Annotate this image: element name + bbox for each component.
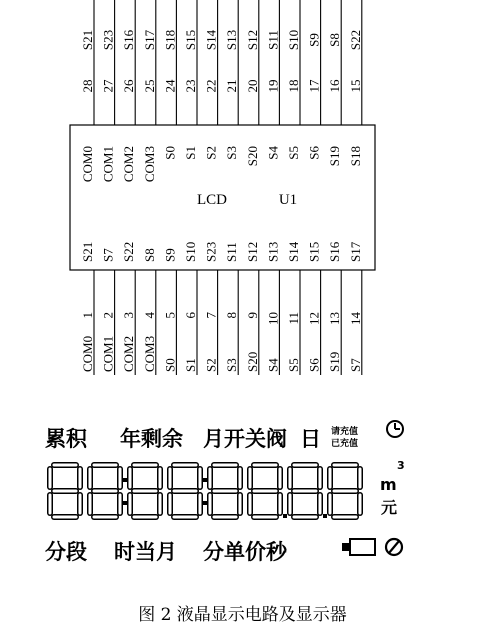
- top-signal-label: S17: [141, 29, 157, 51]
- bottom-inner-label: S8: [141, 248, 157, 262]
- label-accumulated: 累积: [45, 427, 87, 451]
- top-inner-label: COM0: [80, 146, 95, 183]
- label-recharged: 已充值: [331, 439, 359, 449]
- bottom-signal-label: S3: [224, 358, 240, 372]
- bottom-inner-label: S10: [183, 241, 198, 262]
- top-pin-number: 17: [306, 79, 322, 93]
- top-pin-number: 25: [141, 79, 157, 93]
- digit-eight: [130, 465, 160, 517]
- top-signal-label: S15: [183, 29, 198, 51]
- label-year-remaining: 年剩余: [120, 427, 183, 451]
- bottom-inner-label: S22: [121, 241, 137, 262]
- bottom-inner-label: S13: [265, 241, 281, 262]
- top-signal-label: S10: [286, 29, 301, 51]
- bottom-pin-number: 7: [203, 312, 219, 319]
- top-signal-label: S21: [80, 29, 95, 51]
- bottom-inner-label: S7: [100, 248, 116, 262]
- digit-eight: [210, 465, 240, 517]
- label-segment: 分段: [45, 540, 87, 564]
- digit-colon-dot: [203, 478, 207, 482]
- digit-eight: [290, 465, 320, 517]
- top-pin-number: 20: [244, 79, 260, 93]
- top-signal-label: S11: [265, 30, 281, 50]
- top-inner-label: S3: [224, 146, 240, 160]
- bottom-pin-number: 6: [183, 312, 198, 319]
- top-pin-number: 21: [224, 79, 240, 93]
- bottom-inner-label: S21: [80, 241, 95, 262]
- top-pin-number: 27: [100, 79, 116, 93]
- top-signal-label: S22: [347, 29, 363, 51]
- bottom-inner-label: S14: [286, 241, 301, 262]
- top-inner-label: S18: [347, 146, 363, 167]
- seven-segment-digits: [50, 465, 360, 518]
- battery-icon: [342, 539, 375, 555]
- unit-volume-exponent: 3: [397, 459, 405, 472]
- label-time-month: 时当月: [114, 540, 177, 564]
- bottom-pin-number: 12: [306, 312, 322, 325]
- digit-eight: [250, 465, 280, 517]
- bottom-inner-label: S12: [244, 241, 260, 262]
- chip-name: LCD: [197, 192, 227, 208]
- digit-colon-dot: [203, 501, 207, 505]
- top-pin-number: 15: [347, 79, 363, 93]
- top-inner-label: S6: [306, 146, 322, 160]
- top-pin-group: [80, 0, 363, 182]
- top-pin-number: 18: [286, 79, 301, 93]
- top-pin-number: 28: [80, 79, 95, 93]
- digit-colon-dot: [123, 478, 127, 482]
- label-please-recharge: 请充值: [331, 427, 359, 437]
- top-pin-number: 16: [327, 79, 343, 93]
- digit-eight: [170, 465, 200, 517]
- top-signal-label: S14: [203, 29, 219, 51]
- top-inner-label: S1: [183, 146, 198, 160]
- bottom-signal-label: S20: [244, 351, 260, 372]
- digit-eight: [90, 465, 120, 517]
- bottom-pin-number: 4: [141, 312, 157, 319]
- bottom-signal-label: S2: [203, 358, 219, 372]
- unit-currency: 元: [381, 498, 398, 517]
- lcd-display-panel: [45, 421, 405, 564]
- top-pin-number: 19: [265, 79, 281, 93]
- digit-decimal-point: [323, 514, 327, 518]
- top-signal-label: S12: [244, 29, 260, 51]
- bottom-signal-label: COM1: [100, 335, 116, 372]
- bottom-pin-number: 3: [121, 312, 137, 319]
- unit-volume: m: [380, 475, 397, 494]
- figure-caption: 图 2 液晶显示电路及显示器: [138, 605, 347, 625]
- bottom-inner-label: S23: [203, 241, 219, 262]
- top-signal-label: S8: [327, 33, 343, 47]
- top-inner-label: COM3: [141, 146, 157, 183]
- top-pin-number: 24: [162, 79, 178, 93]
- bottom-signal-label: S19: [327, 351, 343, 372]
- top-inner-label: S20: [244, 146, 260, 167]
- bottom-pin-number: 8: [224, 312, 240, 319]
- bottom-pin-number: 14: [347, 312, 363, 325]
- bottom-pin-number: 13: [327, 312, 343, 325]
- digit-decimal-point: [283, 514, 287, 518]
- digit-colon-dot: [123, 501, 127, 505]
- forbidden-icon: [386, 539, 402, 555]
- bottom-pin-number: 10: [265, 312, 281, 325]
- bottom-inner-label: S16: [327, 241, 343, 262]
- bottom-pin-number: 2: [100, 312, 116, 319]
- label-day: 日: [300, 427, 321, 451]
- top-signal-label: S18: [162, 29, 178, 51]
- top-inner-label: S4: [265, 146, 281, 160]
- top-signal-label: S13: [224, 29, 240, 51]
- top-inner-label: S5: [286, 146, 301, 160]
- top-inner-label: S19: [327, 146, 343, 167]
- top-inner-label: S0: [162, 146, 178, 160]
- bottom-inner-label: S15: [306, 241, 322, 262]
- bottom-inner-label: S17: [347, 241, 363, 262]
- top-pin-number: 22: [203, 79, 219, 93]
- bottom-signal-label: S5: [286, 358, 301, 372]
- top-signal-label: S16: [121, 29, 137, 51]
- bottom-pin-number: 9: [244, 312, 260, 319]
- label-month-valve: 月开关阀: [203, 427, 287, 451]
- bottom-inner-label: S9: [162, 248, 178, 262]
- digit-eight: [50, 465, 80, 517]
- top-pin-number: 23: [183, 79, 198, 93]
- bottom-signal-label: S1: [183, 358, 198, 372]
- top-signal-label: S23: [100, 29, 116, 51]
- top-inner-label: COM2: [121, 146, 137, 183]
- chip-designator: U1: [278, 192, 298, 208]
- bottom-pin-number: 1: [80, 312, 95, 319]
- bottom-signal-label: COM0: [80, 335, 95, 372]
- bottom-signal-label: COM3: [141, 335, 157, 372]
- bottom-pin-group: [80, 241, 363, 375]
- digit-eight: [330, 465, 360, 517]
- top-signal-label: S9: [306, 33, 322, 47]
- bottom-signal-label: S4: [265, 358, 281, 372]
- top-inner-label: S2: [203, 146, 219, 160]
- top-inner-label: COM1: [100, 146, 116, 183]
- bottom-pin-number: 5: [162, 312, 178, 319]
- label-unit-price: 分单价秒: [203, 540, 287, 564]
- bottom-signal-label: S6: [306, 358, 322, 372]
- top-pin-number: 26: [121, 79, 137, 93]
- bottom-signal-label: COM2: [121, 335, 137, 372]
- bottom-signal-label: S7: [347, 358, 363, 372]
- clock-icon: [387, 421, 403, 437]
- bottom-inner-label: S11: [224, 242, 240, 262]
- bottom-signal-label: S0: [162, 358, 178, 372]
- bottom-pin-number: 11: [286, 312, 301, 325]
